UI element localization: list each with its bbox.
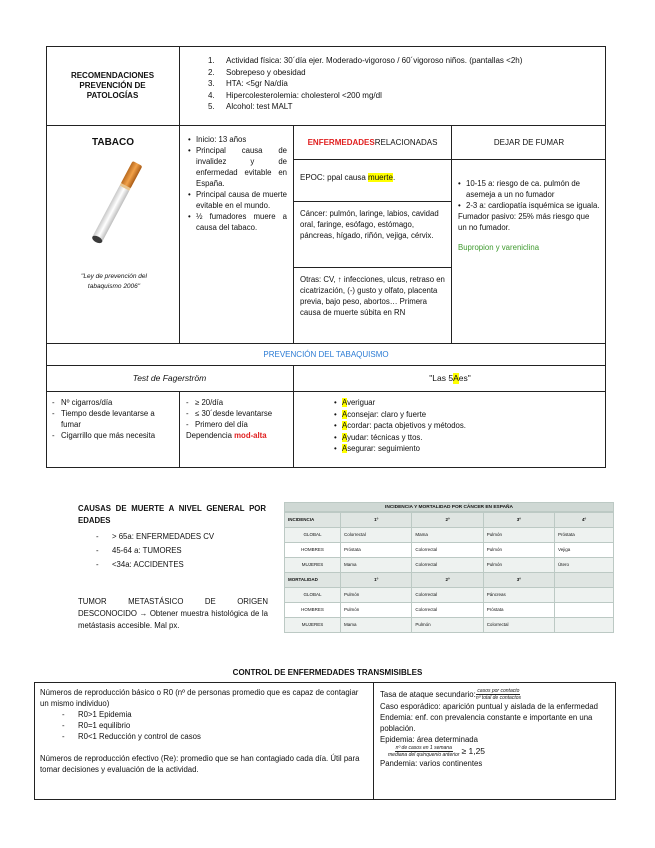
fagerstrom-item: - Tiempo desde levantarse a fumar	[52, 408, 175, 430]
tabaco-fact: • Principal causa de invalidez y de enfermedad evitable en España.	[188, 145, 287, 189]
recomendacion-item: 5. Alcohol: test MALT	[208, 102, 293, 111]
dejar-item: • 2-3 a: cardiopatía isquémica se iguala.	[458, 200, 600, 211]
enfermedades-header-red: ENFERMEDADES	[307, 137, 375, 147]
las5-header-cell: "Las 5 A es"	[294, 366, 606, 392]
causas-title: CAUSAS DE MUERTE A NIVEL GENERAL POR EDADES	[78, 504, 266, 525]
dejar-header-cell	[452, 126, 606, 160]
r0-item: - R0=1 equilibrio	[62, 720, 367, 731]
enfermedades-header-cell	[294, 126, 452, 160]
incidencia-table	[284, 512, 614, 633]
r0-item: - R0<1 Reducción y control de casos	[62, 731, 367, 742]
causa-item: - <34a: ACCIDENTES	[96, 560, 184, 569]
fagerstrom-title: Test de Fagerström	[132, 373, 207, 384]
a-item: • Aconsejar: claro y fuerte	[334, 409, 606, 421]
mortalidad-header-row: MORTALIDAD 1º 2º 3º	[285, 573, 614, 588]
table-row: GLOBAL Pulmón Colorrectal Páncreas	[285, 588, 614, 603]
dependencia: Dependencia mod-alta	[186, 431, 267, 440]
fagerstrom-right-cell	[180, 392, 294, 468]
ley-tabaco: "Ley de prevención del tabaquismo 2006"	[81, 273, 147, 290]
recomendacion-item: 4. Hipercolesterolemia: cholesterol <200 mg/dl	[208, 90, 382, 100]
recomendaciones-title-cell	[46, 46, 180, 126]
table-row: MUJERES Mama Pulmón Colorrectal	[285, 618, 614, 633]
recomendacion-item: 1. Actividad física: 30´día ejer. Moderado-vigoroso / 60´vigoroso niños. (pantallas <2h)	[208, 56, 523, 65]
a-item: • Ayudar: técnicas y ttos.	[334, 432, 606, 444]
tabaco-fact: • ½ fumadores muere a causa del tabaco.	[188, 211, 287, 233]
recomendacion-item: 2. Sobrepeso y obesidad	[208, 67, 306, 77]
tabaco-facts-cell	[180, 126, 294, 344]
causas-list	[96, 530, 214, 572]
otras-cell	[294, 268, 452, 344]
table-row: GLOBAL Colorrectal Mama Pulmón Próstata	[285, 528, 614, 543]
enfermedades-header-rest: RELACIONADAS	[374, 137, 438, 147]
tabaco-facts	[188, 134, 287, 233]
recomendaciones-list	[208, 55, 606, 113]
a-item: • Averiguar	[334, 397, 606, 409]
transmisibles-right-cell	[374, 682, 616, 800]
cigarette-icon	[86, 156, 146, 251]
re-text: Números de reproducción efectivo (Re): promedio que se han contagiado cada día. Útil para tomar decisiones y evaluación de la actividad.	[40, 754, 360, 774]
tratamiento: Bupropion y vareniclina	[458, 243, 540, 252]
fagerstrom-criteria	[52, 397, 175, 441]
tumor-text: TUMOR METASTÁSICO DE ORIGEN DESCONOCIDO → Obtener muestra histológica de la metástasis accesible. Mal px.	[78, 597, 268, 630]
cancer-text: Cáncer: pulmón, laringe, labios, cavidad oral, faringe, esófago, estómago, páncreas, hígado, riñón, vejiga, cérvix.	[300, 209, 439, 240]
incidencia-title: INCIDENCIA Y MORTALIDAD POR CÁNCER EN ESPAÑA	[284, 502, 614, 512]
tabaco-cell	[46, 126, 180, 344]
recomendacion-item: 3. HTA: <5gr Na/día	[208, 79, 288, 88]
dejar-header: DEJAR DE FUMAR	[493, 137, 565, 147]
a-item: • Asegurar: seguimiento	[334, 443, 606, 455]
epidemia: Epidemia: área determinada	[380, 735, 478, 744]
tasa-ataque: Tasa de ataque secundario: casos por contacto nº total de contactos	[380, 688, 522, 701]
table-row: MUJERES Mama Colorrectal Pulmón Útero	[285, 558, 614, 573]
a-item: • Acordar: pacta objetivos y métodos.	[334, 420, 606, 432]
table-row: HOMBRES Pulmón Colorrectal Próstata	[285, 603, 614, 618]
dejar-list	[458, 178, 600, 211]
epoc-cell: EPOC: ppal causa muerte.	[294, 160, 452, 202]
dejar-body-cell	[452, 160, 606, 344]
r0-item: - R0>1 Epidemia	[62, 709, 367, 720]
fagerstrom-header-cell	[46, 366, 294, 392]
causa-item: - 45-64 a: TUMORES	[96, 546, 182, 555]
cancer-cell	[294, 202, 452, 268]
fagerstrom-item: - Cigarrillo que más necesita	[52, 430, 175, 441]
endemia: Endemia: enf. con prevalencia constante e importante en una población.	[380, 713, 593, 733]
r0-list	[62, 709, 367, 742]
fagerstrom-left-cell	[46, 392, 180, 468]
fagerstrom-item: - Nº cigarros/día	[52, 397, 175, 408]
fagerstrom-value: - ≤ 30´desde levantarse	[186, 408, 289, 419]
fagerstrom-value: - ≥ 20/día	[186, 397, 289, 408]
prevencion-title-cell	[46, 344, 606, 366]
tabaco-fact: • Principal causa de muerte evitable en el mundo.	[188, 189, 287, 211]
r0-text: Números de reproducción básico o R0 (nº de personas promedio que es capaz de contagiar un mismo individuo)	[40, 688, 359, 708]
epoc-muerte: muerte	[368, 173, 393, 182]
fumador-pasivo: Fumador pasivo: 25% más riesgo que un no fumador.	[458, 212, 590, 232]
transmisibles-title: CONTROL DE ENFERMEDADES TRANSMISIBLES	[232, 668, 423, 677]
caso-esporadico: Caso esporádico: aparición puntual y aislada de la enfermedad	[380, 702, 599, 711]
tabaco-fact: • Inicio: 13 años	[188, 134, 287, 145]
recomendaciones-list-cell	[180, 46, 606, 126]
epidemia-formula: nº de casos en 1 semana mediana del quinquenio anterior ≥ 1,25	[388, 745, 486, 758]
pandemia: Pandemia: varios continentes	[380, 759, 483, 768]
las5-cell	[294, 392, 606, 468]
fagerstrom-value: - Primero del día	[186, 419, 289, 430]
fagerstrom-values	[186, 397, 289, 430]
otras-text: Otras: CV, ↑ infecciones, ulcus, retraso en cicatrización, (-) gusto y olfato, placenta previa, bajo peso, abortos… Primera causa de muerte súbita en RN	[300, 275, 445, 317]
table-row: HOMBRES Próstata Colorrectal Pulmón Vejiga	[285, 543, 614, 558]
tabaco-title: TABACO	[91, 137, 135, 148]
prevencion-title: PREVENCIÓN DEL TABAQUISMO	[263, 349, 389, 359]
recomendaciones-title: RECOMENDACIONES PREVENCIÓN DE PATOLOGÍAS	[70, 70, 155, 100]
incidencia-header-row: INCIDENCIA 1º 2º 3º 4º	[285, 513, 614, 528]
las5-list	[334, 397, 606, 455]
dejar-item: • 10-15 a: riesgo de ca. pulmón de asemeja a un no fumador	[458, 178, 600, 200]
incidencia-table-wrap	[284, 502, 614, 633]
transmisibles-left-cell	[34, 682, 374, 800]
causa-item: - > 65a: ENFERMEDADES CV	[96, 532, 215, 541]
